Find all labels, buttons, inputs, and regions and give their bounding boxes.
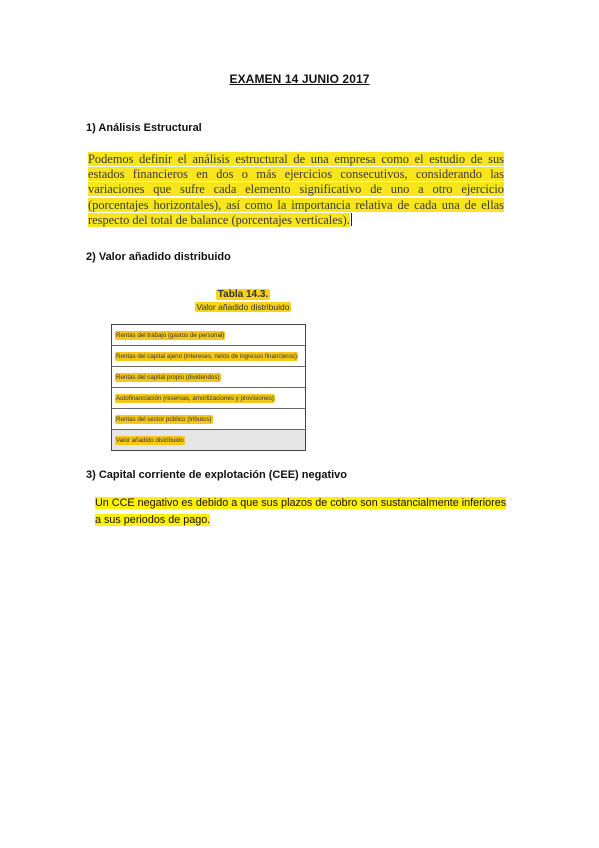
- cce-note-paragraph[interactable]: [95, 495, 515, 529]
- table-cell: Rentas del capital propio (dividendos): [116, 373, 220, 381]
- table-row: [112, 367, 306, 388]
- table-cell: Rentas del capital ajeno (intereses, netos de ingresos financieros): [116, 352, 297, 360]
- table-caption-subtitle: [168, 302, 318, 312]
- table-cell: Autofinanciación (reservas, amortizaciones y provisiones): [116, 394, 274, 402]
- scanned-definition-paragraph[interactable]: [88, 152, 504, 228]
- text-cursor: [351, 213, 352, 226]
- table-row-total: [112, 430, 306, 451]
- table-cell: Rentas del sector público (tributos): [116, 415, 212, 423]
- section-heading-valor-anadido: 2) Valor añadido distribuido: [86, 251, 231, 263]
- valor-anadido-table: [111, 324, 306, 451]
- table-row: [112, 388, 306, 409]
- section-heading-cce: 3) Capital corriente de explotación (CEE) negativo: [86, 469, 347, 481]
- table-caption-title: [168, 289, 318, 300]
- definition-text: Podemos definir el análisis estructural de una empresa como el estudio de sus estados financieros en dos o más ejercicios consecutivos, considerando las variaciones que sufre cada elemento significativo de uno a otro ejercicio (porcentajes horizontales), así como la importancia relativa de cada una de ellas respecto del total de balance (porcentajes verticales).: [88, 152, 504, 227]
- cce-note-text: Un CCE negativo es debido a que sus plazos de cobro son sustancialmente inferiores a sus periodos de pago.: [95, 497, 507, 526]
- section-heading-analisis: 1) Análisis Estructural: [86, 122, 202, 134]
- page-title: EXAMEN 14 JUNIO 2017: [229, 72, 370, 86]
- table-cell-total: Valor añadido distribuido: [116, 436, 184, 444]
- table-caption-subtitle-text: Valor añadido distribuido: [196, 302, 290, 312]
- table-caption-title-text: Tabla 14.3.: [217, 289, 269, 300]
- table-row: [112, 346, 306, 367]
- table-row: [112, 325, 306, 346]
- table-row: [112, 409, 306, 430]
- table-cell: Rentas del trabajo (gastos de personal): [116, 331, 225, 339]
